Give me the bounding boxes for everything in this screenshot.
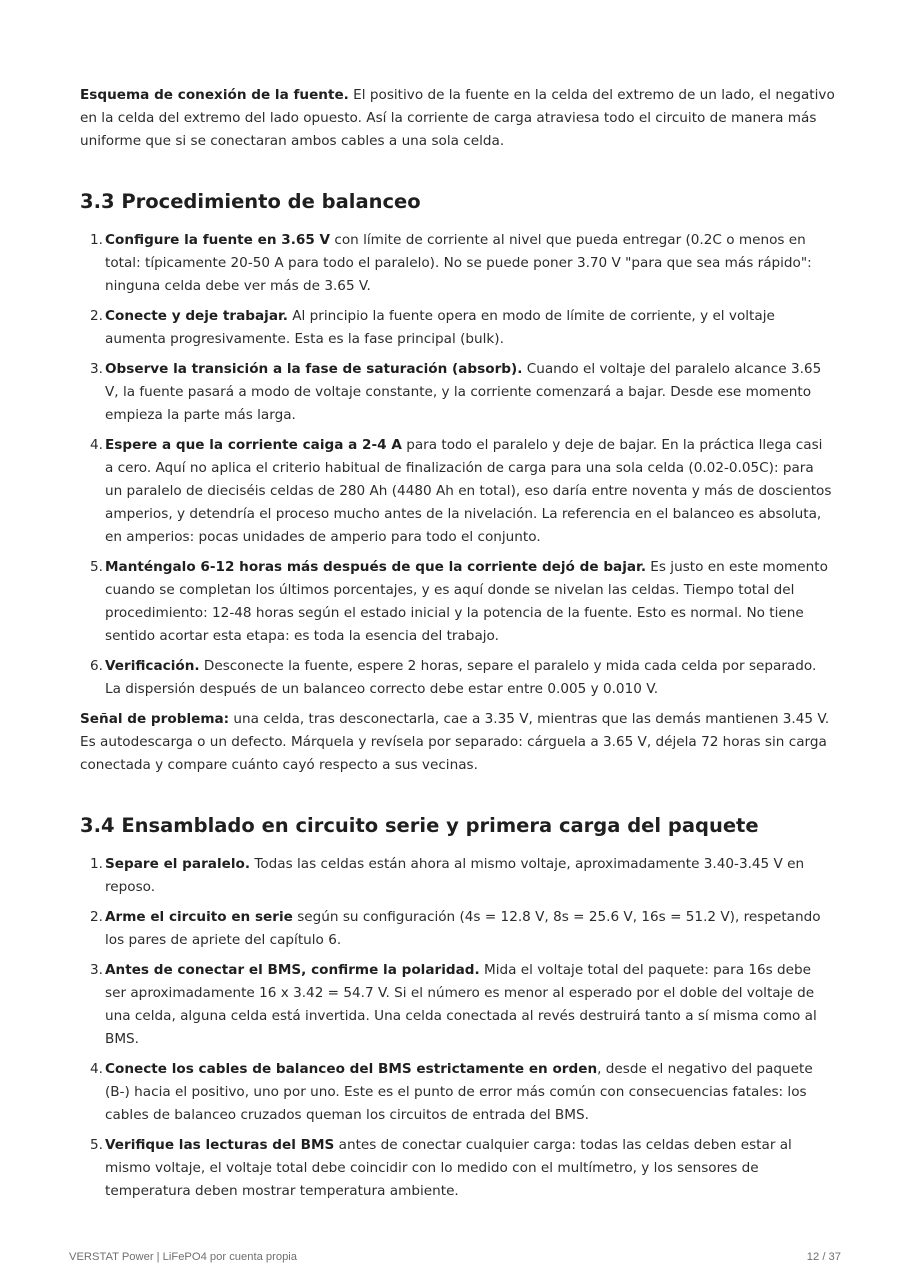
- balancing-steps-list: [80, 229, 835, 701]
- step-text: con límite de corriente al nivel que pueda entregar (0.2C o menos en total: típicamente 20-50 A para todo el paralelo). No se puede poner 3.70 V "para que sea más rápido": ninguna celda debe ver más de 3.65 V.: [105, 232, 812, 294]
- section-heading-3-3: 3.3 Procedimiento de balanceo: [80, 190, 421, 213]
- list-number: 3.: [90, 361, 103, 377]
- list-item: [80, 229, 835, 298]
- list-item: [80, 959, 835, 1051]
- step-bold: Espere a que la corriente caiga a 2-4 A: [105, 437, 402, 453]
- step-text: Al principio la fuente opera en modo de límite de corriente, y el voltaje aumenta progresivamente. Esta es la fase principal (bulk).: [105, 308, 775, 347]
- section-heading-3-4: 3.4 Ensamblado en circuito serie y primera carga del paquete: [80, 814, 759, 837]
- list-number: 2.: [90, 909, 103, 925]
- step-bold: Separe el paralelo.: [105, 856, 251, 872]
- intro-text: El positivo de la fuente en la celda del extremo de un lado, el negativo en la celda del extremo del lado opuesto. Así la corriente de carga atraviesa todo el circuito de manera más uniforme que si se conectaran ambos cables a una sola celda.: [80, 87, 835, 149]
- problem-text: una celda, tras desconectarla, cae a 3.35 V, mientras que las demás mantienen 3.45 V. Es autodescarga o un defecto. Márquela y revísela por separado: cárguela a 3.65 V, déjela 72 horas sin carga conectada y compare cuánto cayó respecto a sus vecinas.: [80, 711, 830, 773]
- list-number: 4.: [90, 1061, 103, 1077]
- intro-paragraph: [80, 84, 835, 153]
- step-bold: Verificación.: [105, 658, 200, 674]
- list-item: [80, 655, 835, 701]
- problem-paragraph: [80, 708, 835, 777]
- step-text: , desde el negativo del paquete (B-) hacia el positivo, uno por uno. Este es el punto de error más común con consecuencias fatales: los cables de balanceo cruzados queman los circuitos de entrada del BMS.: [105, 1061, 813, 1123]
- step-bold: Observe la transición a la fase de saturación (absorb).: [105, 361, 523, 377]
- problem-bold: Señal de problema:: [80, 711, 230, 727]
- step-text: Mida el voltaje total del paquete: para 16s debe ser aproximadamente 16 x 3.42 = 54.7 V. Si el número es menor al esperado por el doble del voltaje de una celda, alguna celda está invertida. Una celda conectada al revés destruirá tanto a sí misma como al BMS.: [105, 962, 817, 1047]
- list-number: 4.: [90, 437, 103, 453]
- intro-bold: Esquema de conexión de la fuente.: [80, 87, 349, 103]
- step-text: Todas las celdas están ahora al mismo voltaje, aproximadamente 3.40-3.45 V en reposo.: [105, 856, 805, 895]
- list-number: 1.: [90, 232, 103, 248]
- step-bold: Verifique las lecturas del BMS: [105, 1137, 335, 1153]
- list-item: [80, 1058, 835, 1127]
- document-page: [80, 84, 835, 1210]
- list-item: [80, 1134, 835, 1203]
- assembly-steps-list: [80, 853, 835, 1203]
- list-item: [80, 305, 835, 351]
- list-number: 6.: [90, 658, 103, 674]
- step-text: según su configuración (4s = 12.8 V, 8s = 25.6 V, 16s = 51.2 V), respetando los pares de apriete del capítulo 6.: [105, 909, 821, 948]
- step-text: Cuando el voltaje del paralelo alcance 3.65 V, la fuente pasará a modo de voltaje constante, y la corriente comenzará a bajar. Desde ese momento empieza la parte más larga.: [105, 361, 822, 423]
- step-bold: Manténgalo 6-12 horas más después de que la corriente dejó de bajar.: [105, 559, 646, 575]
- list-number: 2.: [90, 308, 103, 324]
- step-text: Es justo en este momento cuando se completan los últimos porcentajes, y es aquí donde se nivelan las celdas. Tiempo total del procedimiento: 12-48 horas según el estado inicial y la potencia de la fuente. Esto es normal. No tiene sentido acortar esta etapa: es toda la esencia del trabajo.: [105, 559, 828, 644]
- step-bold: Configure la fuente en 3.65 V: [105, 232, 331, 248]
- page-number: 12 / 37: [806, 1251, 841, 1263]
- list-number: 5.: [90, 559, 103, 575]
- list-number: 5.: [90, 1137, 103, 1153]
- step-text: para todo el paralelo y deje de bajar. En la práctica llega casi a cero. Aquí no aplica el criterio habitual de finalización de carga para una sola celda (0.02-0.05C): para un paralelo de dieciséis celdas de 280 Ah (4480 Ah en total), eso daría entre noventa y más de doscientos amperios, y detendría el proceso mucho antes de la nivelación. La referencia en el balanceo es absoluta, en amperios: pocas unidades de amperio para todo el conjunto.: [105, 437, 832, 545]
- list-item: [80, 906, 835, 952]
- list-number: 3.: [90, 962, 103, 978]
- step-text: antes de conectar cualquier carga: todas las celdas deben estar al mismo voltaje, el voltaje total debe coincidir con lo medido con el multímetro, y los sensores de temperatura deben mostrar temperatura ambiente.: [105, 1137, 792, 1199]
- step-bold: Conecte y deje trabajar.: [105, 308, 288, 324]
- list-number: 1.: [90, 856, 103, 872]
- footer-title: VERSTAT Power | LiFePO4 por cuenta propia: [69, 1251, 298, 1263]
- list-item: [80, 434, 835, 549]
- step-text: Desconecte la fuente, espere 2 horas, separe el paralelo y mida cada celda por separado. La dispersión después de un balanceo correcto debe estar entre 0.005 y 0.010 V.: [105, 658, 817, 697]
- list-item: [80, 853, 835, 899]
- step-bold: Antes de conectar el BMS, confirme la polaridad.: [105, 962, 480, 978]
- list-item: [80, 358, 835, 427]
- step-bold: Arme el circuito en serie: [105, 909, 293, 925]
- list-item: [80, 556, 835, 648]
- step-bold: Conecte los cables de balanceo del BMS estrictamente en orden: [105, 1061, 598, 1077]
